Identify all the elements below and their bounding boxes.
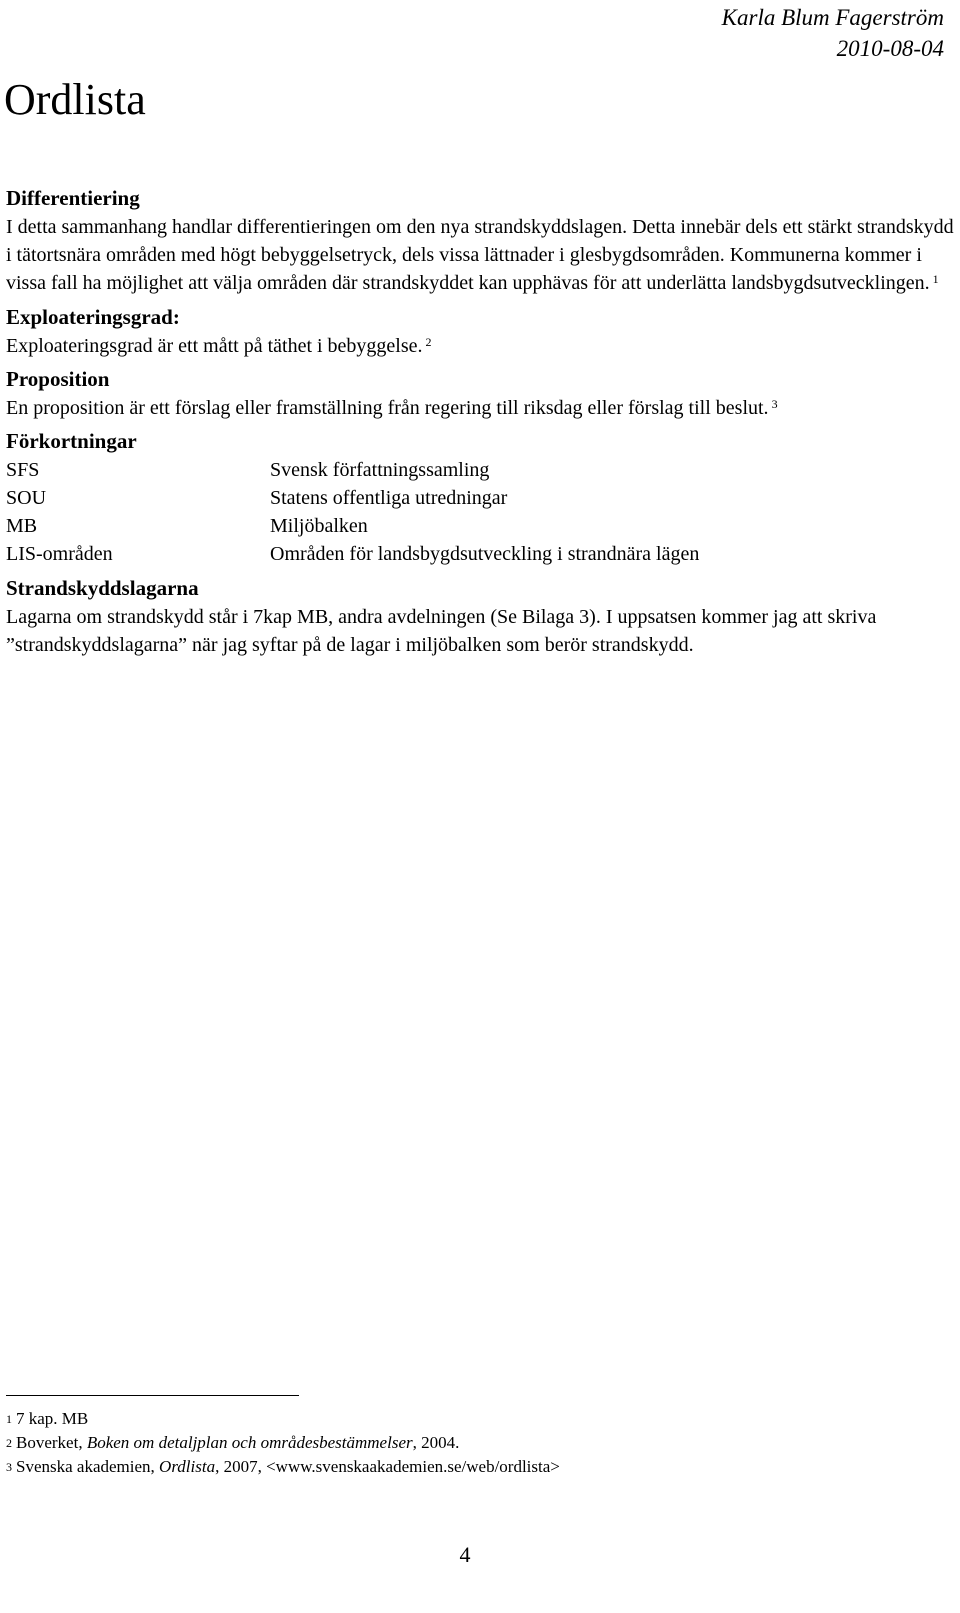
entry-definition <box>6 332 956 360</box>
abbreviation-meaning: Områden för landsbygdsutveckling i strandnära lägen <box>270 543 700 565</box>
footnote-text: Svenska akademien, <box>16 1457 160 1476</box>
definition-text: En proposition är ett förslag eller framställning från regering till riksdag eller förslag till beslut. <box>6 397 769 419</box>
footnote <box>6 1407 560 1431</box>
footnote-separator <box>6 1395 299 1396</box>
abbreviation-meaning: Miljöbalken <box>270 515 368 537</box>
abbreviation: LIS-områden <box>6 543 113 565</box>
footnotes <box>6 1407 560 1479</box>
entry-differentiering <box>6 183 956 297</box>
entry-definition: Lagarna om strandskydd står i 7kap MB, andra avdelningen (Se Bilaga 3). I uppsatsen kommer jag att skriva ”strandskyddslagarna” när jag syftar på de lagar i miljöbalken som berör strandskydd. <box>6 606 877 656</box>
page-number: 4 <box>459 1542 471 1567</box>
abbreviation-row <box>6 540 956 568</box>
glossary-content <box>6 183 956 659</box>
footnote-number: 1 <box>6 1412 12 1426</box>
entry-definition <box>6 394 956 422</box>
entry-term: Proposition <box>6 367 110 391</box>
entry-term: Förkortningar <box>6 429 137 453</box>
entry-term: Exploateringsgrad: <box>6 305 180 329</box>
footnote-reference: 1 <box>932 272 939 286</box>
footnote-number: 2 <box>6 1436 12 1450</box>
footnote-text: Boverket, <box>16 1433 87 1452</box>
footnote-reference: 3 <box>771 397 778 411</box>
footnote <box>6 1455 560 1479</box>
author-name: Karla Blum Fagerström <box>721 5 944 30</box>
abbreviation-table <box>6 456 956 568</box>
entry-exploateringsgrad <box>6 302 956 360</box>
footnote-reference: 2 <box>425 335 432 349</box>
definition-text: I detta sammanhang handlar differentieringen om den nya strandskyddslagen. Detta innebär dels ett stärkt strandskydd i tätortsnära områden med högt bebyggelsetryck, dels vissa lättnader i glesbygdsområden. Kommunerna kommer i vissa fall ha möjlighet att välja områden där strandskyddet kan upphävas för att underlätta landsbygdsutvecklingen. <box>6 216 954 294</box>
footnote-title: Boken om detaljplan och områdesbestämmelser <box>86 1433 413 1452</box>
footnote-text: , 2004. <box>412 1433 460 1452</box>
abbreviation-row <box>6 456 956 484</box>
abbreviation: SFS <box>6 459 40 481</box>
abbreviation-meaning: Svensk författningssamling <box>270 459 490 481</box>
document-date: 2010-08-04 <box>836 36 944 61</box>
footnote-number: 3 <box>6 1460 12 1474</box>
entry-proposition <box>6 364 956 422</box>
abbreviation: MB <box>6 515 38 537</box>
definition-text: Exploateringsgrad är ett mått på täthet i bebyggelse. <box>6 335 423 357</box>
entry-definition <box>6 213 956 297</box>
document-header <box>722 0 944 64</box>
footnote <box>6 1431 560 1455</box>
abbreviation-row <box>6 484 956 512</box>
entry-forkortningar <box>6 426 956 568</box>
footnote-text: , 2007, <www.svenskaakademien.se/web/ordlista> <box>215 1457 560 1476</box>
abbreviation-row <box>6 512 956 540</box>
abbreviation: SOU <box>6 487 47 509</box>
entry-term: Differentiering <box>6 186 140 210</box>
footnote-title: Ordlista <box>159 1457 216 1476</box>
entry-strandskyddslagarna <box>6 573 956 659</box>
footnote-text: 7 kap. MB <box>16 1409 89 1428</box>
abbreviation-meaning: Statens offentliga utredningar <box>270 487 508 509</box>
entry-term: Strandskyddslagarna <box>6 576 199 600</box>
page-title: Ordlista <box>4 75 146 124</box>
